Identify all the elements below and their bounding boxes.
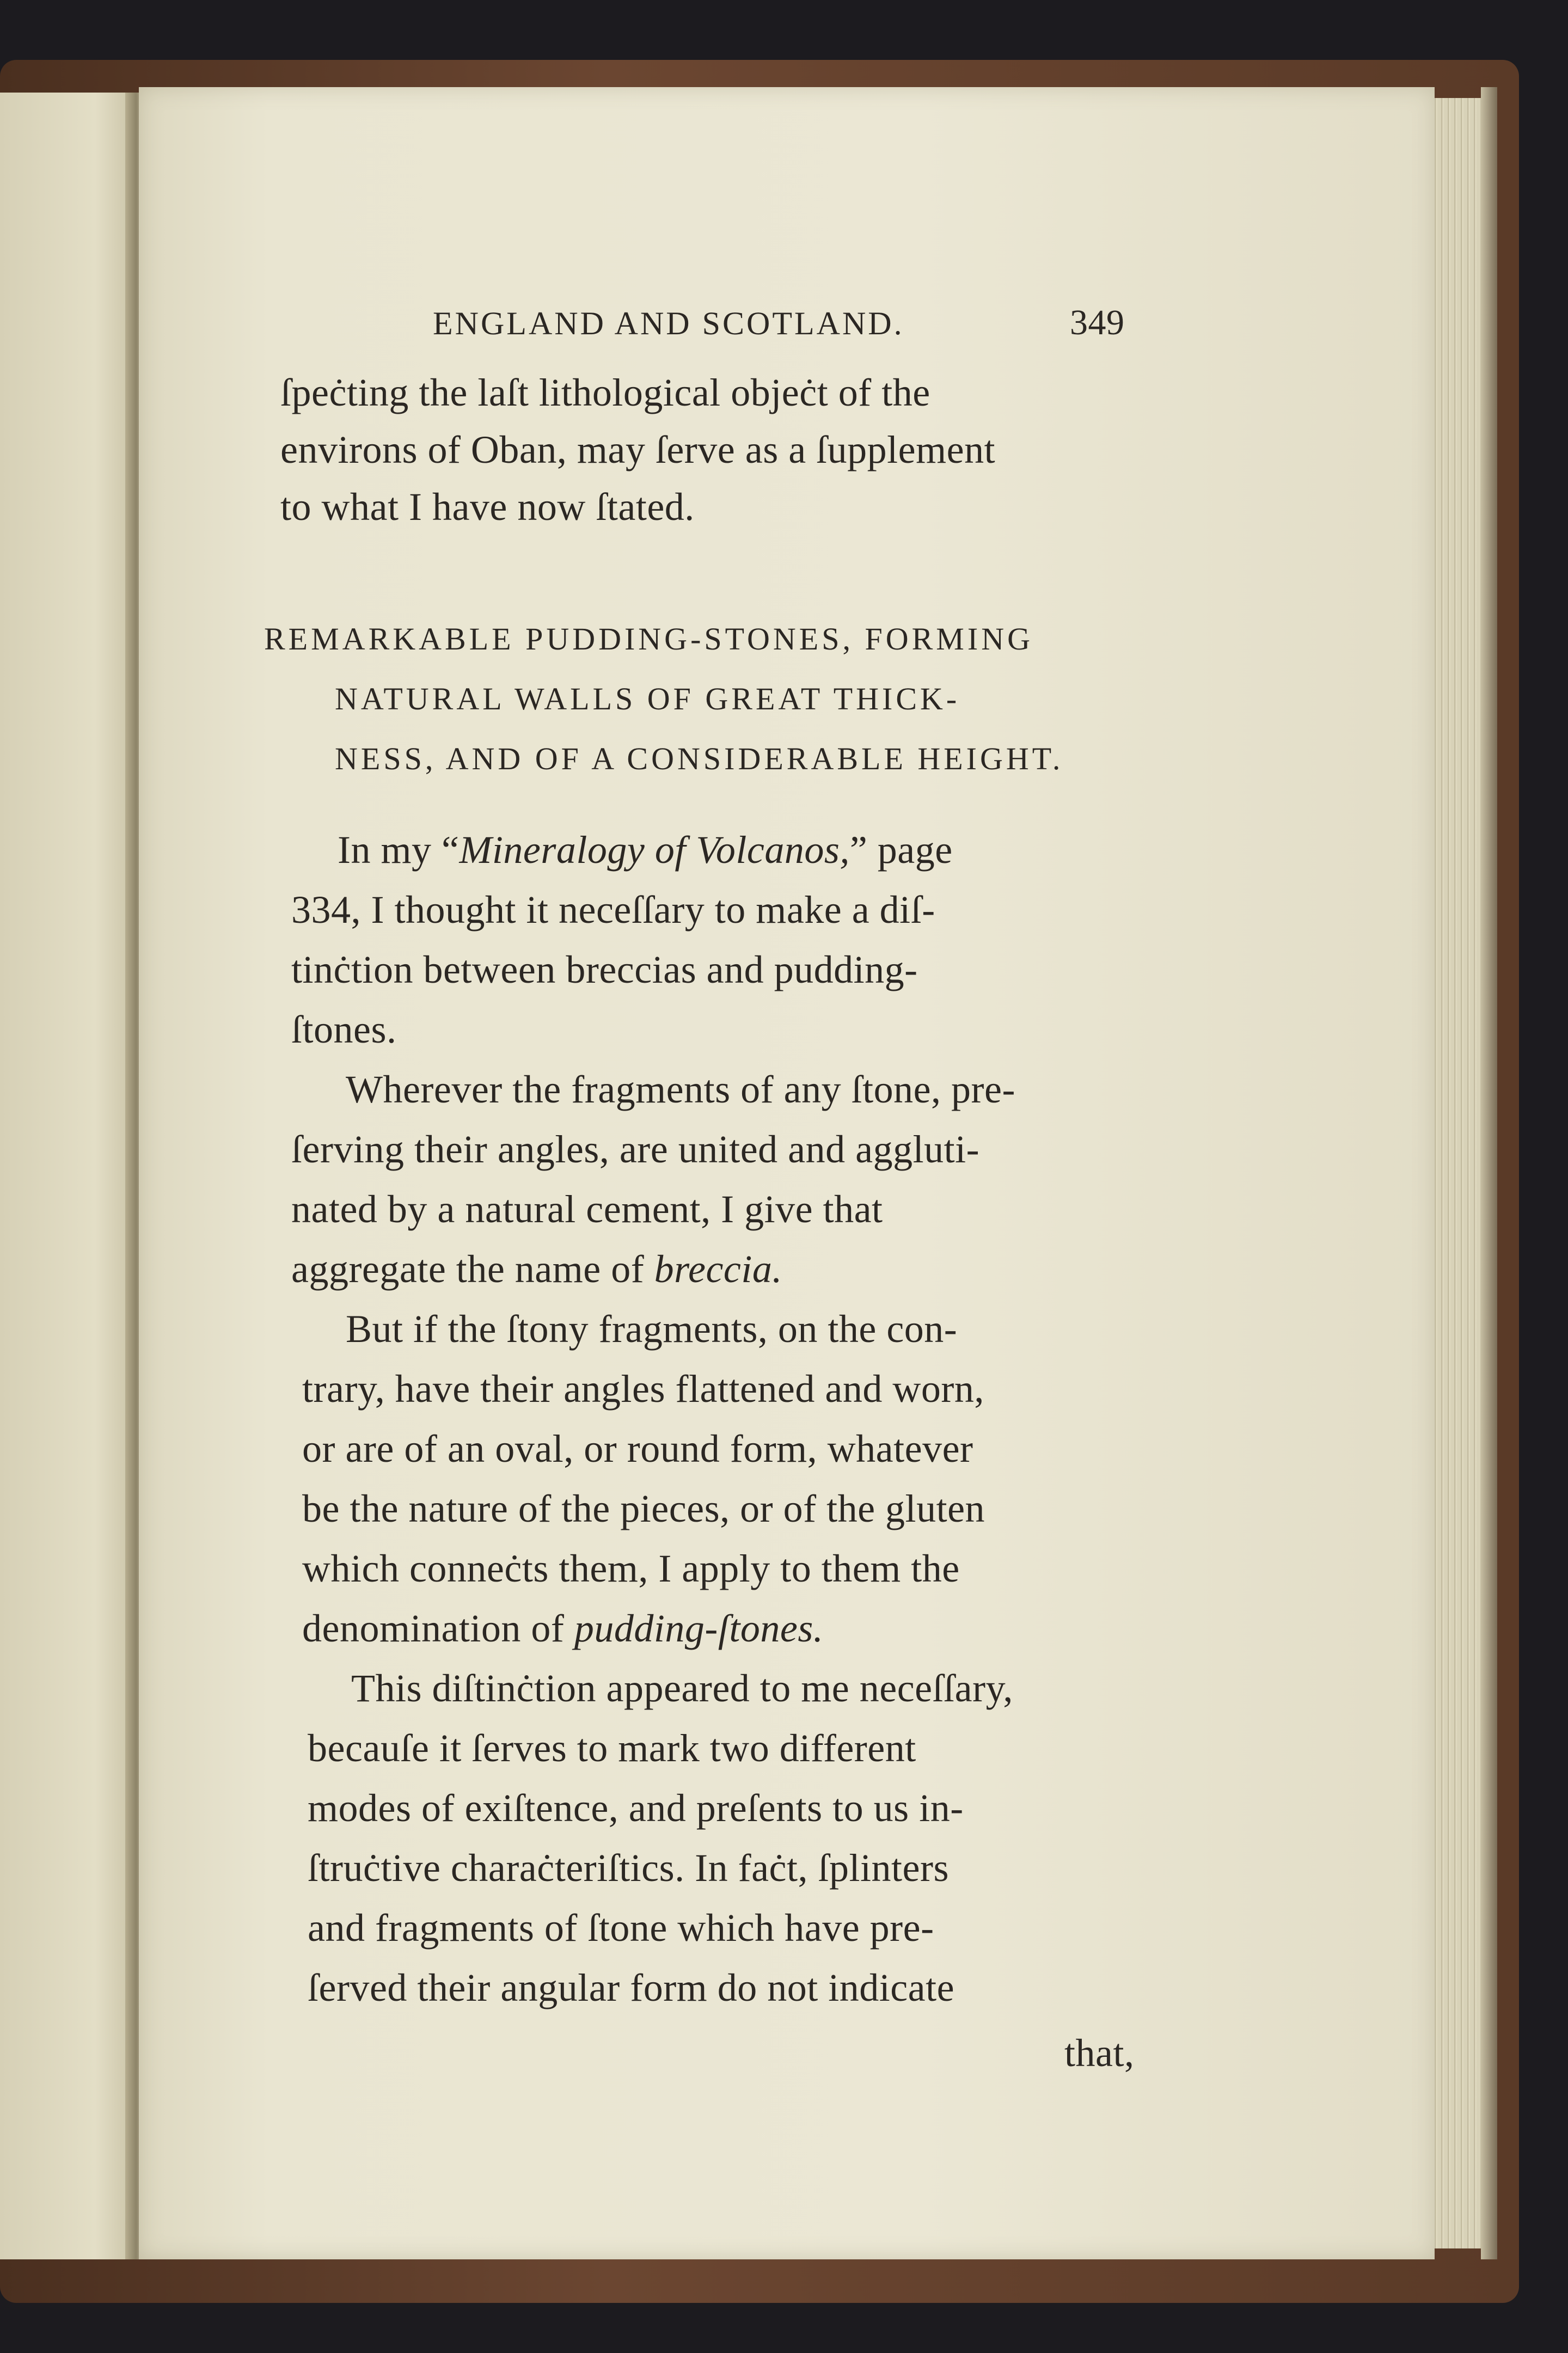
text-line	[291, 1247, 782, 1292]
text-run: aggregate the name of	[291, 1247, 654, 1291]
text-line: ſerving their angles, are united and aggluti-	[291, 1128, 980, 1171]
text-line: ſpeċting the laſt lithological objeċt of the	[280, 371, 930, 414]
text-line: trary, have their angles flattened and worn,	[302, 1367, 984, 1411]
text-line: This diſtinċtion appeared to me neceſſary,	[351, 1666, 1013, 1710]
text-line: to what I have now ſtated.	[280, 485, 695, 529]
term-italic: breccia.	[654, 1247, 782, 1291]
section-heading-line: REMARKABLE PUDDING-STONES, FORMING	[264, 621, 1033, 657]
section-heading-line: NATURAL WALLS OF GREAT THICK-	[335, 681, 960, 716]
text-line: ſerved their angular form do not indicate	[308, 1966, 955, 2009]
text-run: ” page	[849, 828, 953, 872]
term-italic: pudding-ſtones.	[574, 1607, 824, 1650]
text-line: 334, I thought it neceſſary to make a diſ-	[291, 888, 935, 932]
text-line: ſtruċtive charaċteriſtics. In faċt, ſplinters	[308, 1846, 949, 1890]
page-number: 349	[1070, 303, 1125, 342]
book-page	[139, 87, 1435, 2259]
running-head-title: ENGLAND AND SCOTLAND.	[433, 305, 904, 341]
text-line: modes of exiſtence, and preſents to us in-	[308, 1786, 964, 1830]
text-line	[338, 828, 953, 873]
book-title-italic: Mineralogy of Volcanos,	[459, 828, 850, 872]
text-line: or are of an oval, or round form, whatever	[302, 1427, 973, 1470]
text-line	[302, 1606, 823, 1651]
facing-page	[0, 93, 136, 2259]
text-line: ſtones.	[291, 1008, 397, 1051]
catchword: that,	[1064, 2031, 1135, 2075]
text-line: Wherever the fragments of any ſtone, pre-	[346, 1068, 1015, 1111]
text-line: environs of Oban, may ſerve as a ſupplement	[280, 428, 996, 471]
text-line: which conneċts them, I apply to them the	[302, 1547, 960, 1590]
text-line: becauſe it ſerves to mark two different	[308, 1726, 916, 1770]
text-line: tinċtion between breccias and pudding-	[291, 948, 918, 991]
text-line: and fragments of ſtone which have pre-	[308, 1906, 934, 1950]
section-heading-line: NESS, AND OF A CONSIDERABLE HEIGHT.	[335, 741, 1064, 776]
text-line: But if the ſtony fragments, on the con-	[346, 1307, 958, 1351]
text-run: In my “	[338, 828, 460, 872]
text-line: be the nature of the pieces, or of the gluten	[302, 1487, 985, 1530]
page-edge-shadow	[1481, 87, 1497, 2259]
text-line: nated by a natural cement, I give that	[291, 1187, 883, 1231]
text-run: denomination of	[302, 1607, 574, 1650]
